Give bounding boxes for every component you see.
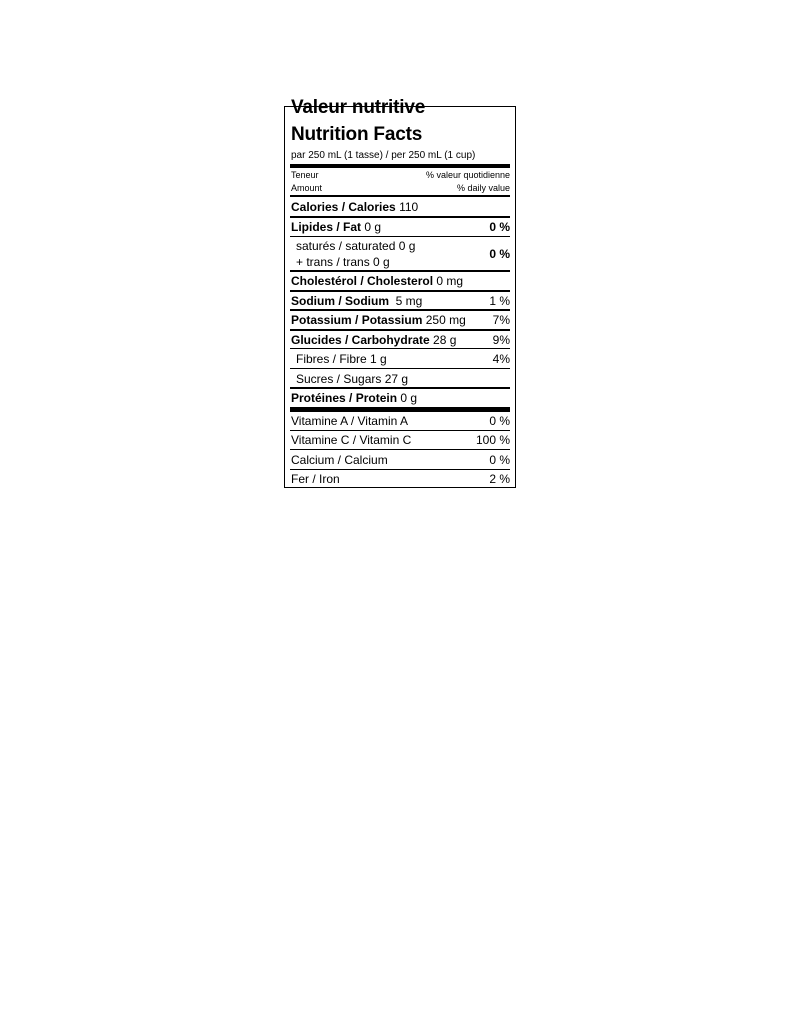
iron-row — [291, 471, 510, 487]
vitamin-a-dv: 0 % — [489, 414, 510, 428]
divider — [290, 430, 510, 431]
trans-fat: + trans / trans 0 g — [296, 255, 390, 269]
potassium-dv: 7% — [492, 313, 510, 327]
divider — [290, 309, 510, 311]
potassium-value: 250 mg — [425, 313, 466, 327]
carbohydrate-dv: 9% — [492, 333, 510, 347]
amount-label-en: Amount — [291, 183, 323, 193]
fibre-dv: 4% — [492, 352, 510, 366]
divider — [290, 348, 510, 349]
cholesterol-value: 0 mg — [436, 274, 464, 288]
calcium-row — [291, 452, 510, 468]
divider — [290, 270, 510, 272]
calcium-name: Calcium / Calcium — [291, 453, 388, 467]
sodium-name: Sodium / Sodium — [291, 294, 389, 308]
amount-label-fr: Teneur — [291, 170, 319, 180]
thick-divider — [290, 164, 510, 168]
fat-dv: 0 % — [489, 220, 510, 234]
divider — [290, 216, 510, 218]
carbohydrate-row — [291, 332, 510, 348]
daily-value-label-fr: % valeur quotidienne — [425, 170, 510, 180]
fibre-name: Fibres / Fibre 1 g — [296, 352, 387, 366]
serving-size: par 250 mL (1 tasse) / per 250 mL (1 cup) — [291, 150, 476, 161]
sodium-value: 5 mg — [395, 294, 423, 308]
calories-value: 110 — [399, 200, 419, 214]
divider — [290, 449, 510, 450]
divider — [290, 368, 510, 369]
divider — [290, 290, 510, 292]
vitamin-a-name: Vitamine A / Vitamin A — [291, 414, 408, 428]
divider — [290, 387, 510, 389]
potassium-name: Potassium / Potassium — [291, 313, 423, 327]
divider — [290, 469, 510, 470]
protein-value: 0 g — [400, 391, 418, 405]
sodium-dv: 1 % — [489, 294, 510, 308]
header-row-en — [291, 183, 510, 194]
calories-row — [291, 199, 510, 215]
protein-name: Protéines / Protein — [291, 391, 398, 405]
iron-dv: 2 % — [489, 472, 510, 486]
vitamin-c-dv: 100 % — [475, 433, 510, 447]
calcium-dv: 0 % — [489, 453, 510, 467]
divider — [290, 329, 510, 331]
vitamin-c-name: Vitamine C / Vitamin C — [291, 433, 412, 447]
iron-name: Fer / Iron — [291, 472, 340, 486]
carbohydrate-value: 28 g — [433, 333, 457, 347]
cholesterol-row — [291, 273, 510, 289]
fibre-row — [291, 351, 510, 367]
sodium-row — [291, 293, 510, 309]
calories-name: Calories / Calories — [291, 200, 396, 214]
potassium-row — [291, 312, 510, 328]
daily-value-label-en: % daily value — [456, 183, 510, 193]
thick-divider — [290, 407, 510, 412]
vitamin-c-row — [291, 432, 510, 448]
fat-value: 0 g — [364, 220, 382, 234]
divider — [290, 236, 510, 237]
carbohydrate-name: Glucides / Carbohydrate — [291, 333, 430, 347]
fat-name: Lipides / Fat — [291, 220, 362, 234]
cholesterol-name: Cholestérol / Cholesterol — [291, 274, 434, 288]
sugars-name: Sucres / Sugars 27 g — [296, 372, 409, 386]
saturated-fat: saturés / saturated 0 g — [296, 239, 416, 253]
vitamin-a-row — [291, 413, 510, 429]
header-row-fr — [291, 170, 510, 181]
protein-row — [291, 390, 510, 406]
saturated-trans-row — [291, 238, 510, 270]
saturated-trans-dv: 0 % — [489, 247, 510, 261]
fat-row — [291, 219, 510, 235]
divider — [290, 195, 510, 197]
sugars-row — [291, 371, 510, 387]
title-english: Nutrition Facts — [291, 124, 423, 145]
title-french: Valeur nutritive — [291, 97, 426, 118]
